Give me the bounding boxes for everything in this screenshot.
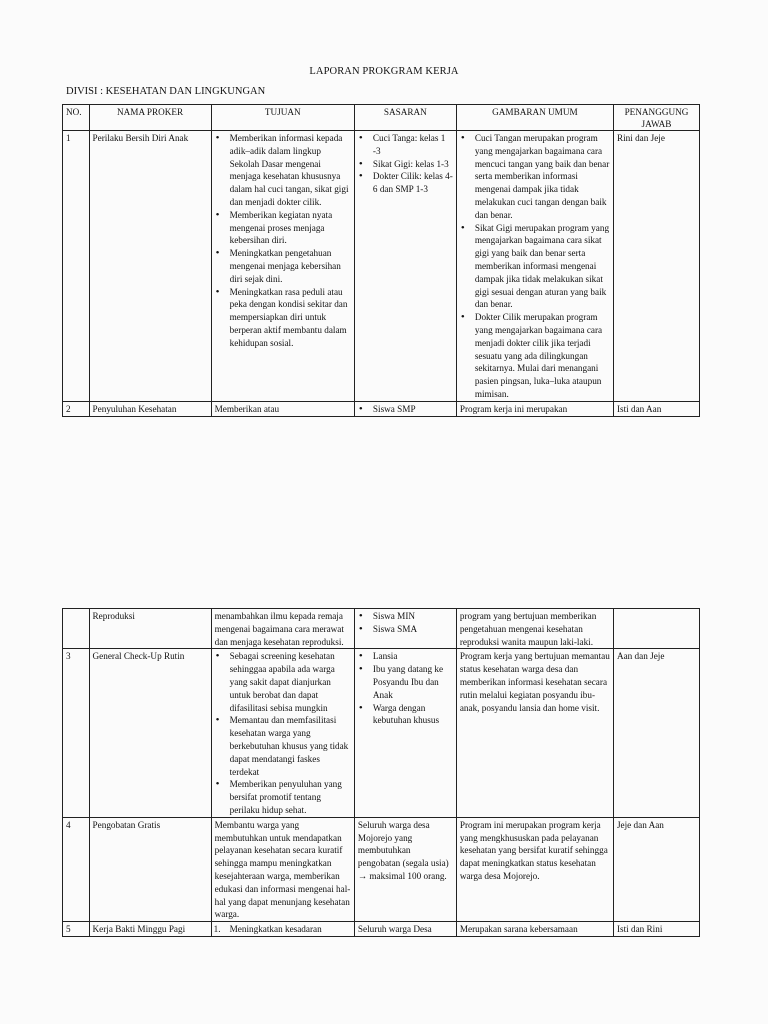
list-item: • Sikat Gigi: kelas 1-3 bbox=[358, 158, 453, 171]
list-item: • Memantau dan memfasilitasi kesehatan warga yang berkebutuhan khusus yang tidak dapat mendatangi faskes terdekat bbox=[215, 714, 351, 778]
division-label: DIVISI : KESEHATAN DAN LINGKUNGAN bbox=[66, 86, 266, 97]
list-item: • Meningkatkan rasa peduli atau peka dengan kondisi sekitar dan mempersiapkan diri untuk berperan aktif membantu dalam kehidupan sosial. bbox=[215, 286, 351, 350]
row-no: 1 bbox=[63, 131, 90, 402]
row-gambaran: Program kerja yang bertujuan memantau status kesehatan warga desa dan memberikan informasi kesehatan secara rutin melalui kegiatan posyandu ibu-anak, posyandu lansia dan home visit. bbox=[456, 649, 613, 817]
row-tujuan bbox=[211, 131, 354, 402]
row-nama: Pengobatan Gratis bbox=[89, 817, 211, 921]
row-tujuan bbox=[211, 649, 354, 817]
document-title: LAPORAN PROKGRAM KERJA bbox=[309, 66, 459, 77]
list-item: • Cuci Tangan merupakan program yang mengajarkan bagaimana cara mencuci tangan yang baik dan benar serta memberikan informasi mengenai dampak jika tidak melakukan cuci tangan dengan baik dan benar. bbox=[460, 132, 610, 222]
row-nama: Perilaku Bersih Diri Anak bbox=[89, 131, 211, 402]
table-row bbox=[63, 649, 700, 817]
row-sasaran bbox=[354, 609, 456, 649]
header-tujuan: TUJUAN bbox=[211, 105, 354, 131]
list-item: • Sikat Gigi merupakan program yang mengajarkan bagaimana cara sikat gigi yang baik dan benar serta memberikan informasi mengenai dampak jika tidak melakukan sikat gigi sesuai dengan aturan yang baik dan benar. bbox=[460, 222, 610, 312]
list-item: 1. Meningkatkan kesadaran bbox=[215, 923, 351, 936]
list-item: • Lansia bbox=[358, 650, 453, 663]
header-sasaran: SASARAN bbox=[354, 105, 456, 131]
row-pj: Isti dan Aan bbox=[613, 401, 699, 416]
table-row bbox=[63, 131, 700, 402]
list-item: • Siswa SMP bbox=[358, 403, 453, 416]
row-pj: Aan dan Jeje bbox=[613, 649, 699, 817]
row-tujuan: Membantu warga yang membutuhkan untuk mendapatkan pelayanan kesehatan secara kuratif sehingga mampu meningkatkan kesejahteraan warga, memberikan edukasi dan informasi mengenai hal-hal yang dapat menunjang kesehatan warga. bbox=[211, 817, 354, 921]
row-tujuan: Memberikan atau bbox=[211, 401, 354, 416]
row-gambaran: program yang bertujuan memberikan pengetahuan mengenai kesehatan reproduksi wanita maupun laki-laki. bbox=[456, 609, 613, 649]
program-table-page1 bbox=[62, 104, 700, 417]
row-pj: Rini dan Jeje bbox=[613, 131, 699, 402]
table-header-row bbox=[63, 105, 700, 131]
list-item: • Dokter Cilik: kelas 4-6 dan SMP 1-3 bbox=[358, 170, 453, 196]
row-no: 4 bbox=[63, 817, 90, 921]
list-item: • Sebagai screening kesehatan sehinggaa apabila ada warga yang sakit dapat dianjurkan untuk berobat dan dapat difasilitasi sebisa mungkin bbox=[215, 650, 351, 714]
row-tujuan bbox=[211, 922, 354, 937]
row-nama: Kerja Bakti Minggu Pagi bbox=[89, 922, 211, 937]
row-no: 5 bbox=[63, 922, 90, 937]
row-sasaran: Seluruh warga Desa bbox=[354, 922, 456, 937]
row-sasaran bbox=[354, 131, 456, 402]
table-row bbox=[63, 922, 700, 937]
row-nama: Reproduksi bbox=[89, 609, 211, 649]
list-item: • Memberikan informasi kepada adik–adik dalam lingkup Sekolah Dasar mengenai menjaga kesehatan khususnya dalam hal cuci tangan, sikat gigi dan menjadi dokter cilik. bbox=[215, 132, 351, 209]
row-no: 2 bbox=[63, 401, 90, 416]
row-gambaran: Merupakan sarana kebersamaan bbox=[456, 922, 613, 937]
header-gambaran-umum: GAMBARAN UMUM bbox=[456, 105, 613, 131]
table-row bbox=[63, 817, 700, 921]
list-item: • Siswa SMA bbox=[358, 623, 453, 636]
table-row bbox=[63, 401, 700, 416]
row-pj: Jeje dan Aan bbox=[613, 817, 699, 921]
row-tujuan: menambahkan ilmu kepada remaja mengenai bagaimana cara merawat dan menjaga kesehatan reproduksi. bbox=[211, 609, 354, 649]
list-item: • Ibu yang datang ke Posyandu Ibu dan Anak bbox=[358, 663, 453, 701]
row-nama: Penyuluhan Kesehatan bbox=[89, 401, 211, 416]
program-table-page2 bbox=[62, 608, 700, 937]
list-item: • Warga dengan kebutuhan khusus bbox=[358, 702, 453, 728]
row-no: 3 bbox=[63, 649, 90, 817]
list-item: • Memberikan kegiatan nyata mengenai proses menjaga kebersihan diri. bbox=[215, 209, 351, 247]
header-penanggung-jawab: PENANGGUNG JAWAB bbox=[613, 105, 699, 131]
row-sasaran bbox=[354, 649, 456, 817]
list-item: • Dokter Cilik merupakan program yang mengajarkan bagaimana cara menjadi dokter cilik jika terjadi sesuatu yang ada dilingkungan sekitarnya. Mulai dari menangani pasien pingsan, luka–luka ataupun mimisan. bbox=[460, 311, 610, 401]
list-item: • Memberikan penyuluhan yang bersifat promotif tentang perilaku hidup sehat. bbox=[215, 778, 351, 816]
list-item: • Siswa MIN bbox=[358, 610, 453, 623]
row-pj bbox=[613, 609, 699, 649]
row-gambaran bbox=[456, 131, 613, 402]
list-item: • Meningkatkan pengetahuan mengenai menjaga kebersihan diri sejak dini. bbox=[215, 247, 351, 285]
row-pj: Isti dan Rini bbox=[613, 922, 699, 937]
row-gambaran: Program ini merupakan program kerja yang mengkhususkan pada pelayanan kesehatan yang bersifat kuratif sehingga dapat meningkatkan status kesehatan warga desa Mojorejo. bbox=[456, 817, 613, 921]
table-row bbox=[63, 609, 700, 649]
row-nama: General Check-Up Rutin bbox=[89, 649, 211, 817]
row-sasaran bbox=[354, 401, 456, 416]
list-item: • Cuci Tanga: kelas 1 -3 bbox=[358, 132, 453, 158]
header-no: NO. bbox=[63, 105, 90, 131]
row-no bbox=[63, 609, 90, 649]
row-sasaran: Seluruh warga desa Mojorejo yang membutuhkan pengobatan (segala usia) → maksimal 100 orang. bbox=[354, 817, 456, 921]
row-gambaran: Program kerja ini merupakan bbox=[456, 401, 613, 416]
header-nama-proker: NAMA PROKER bbox=[89, 105, 211, 131]
